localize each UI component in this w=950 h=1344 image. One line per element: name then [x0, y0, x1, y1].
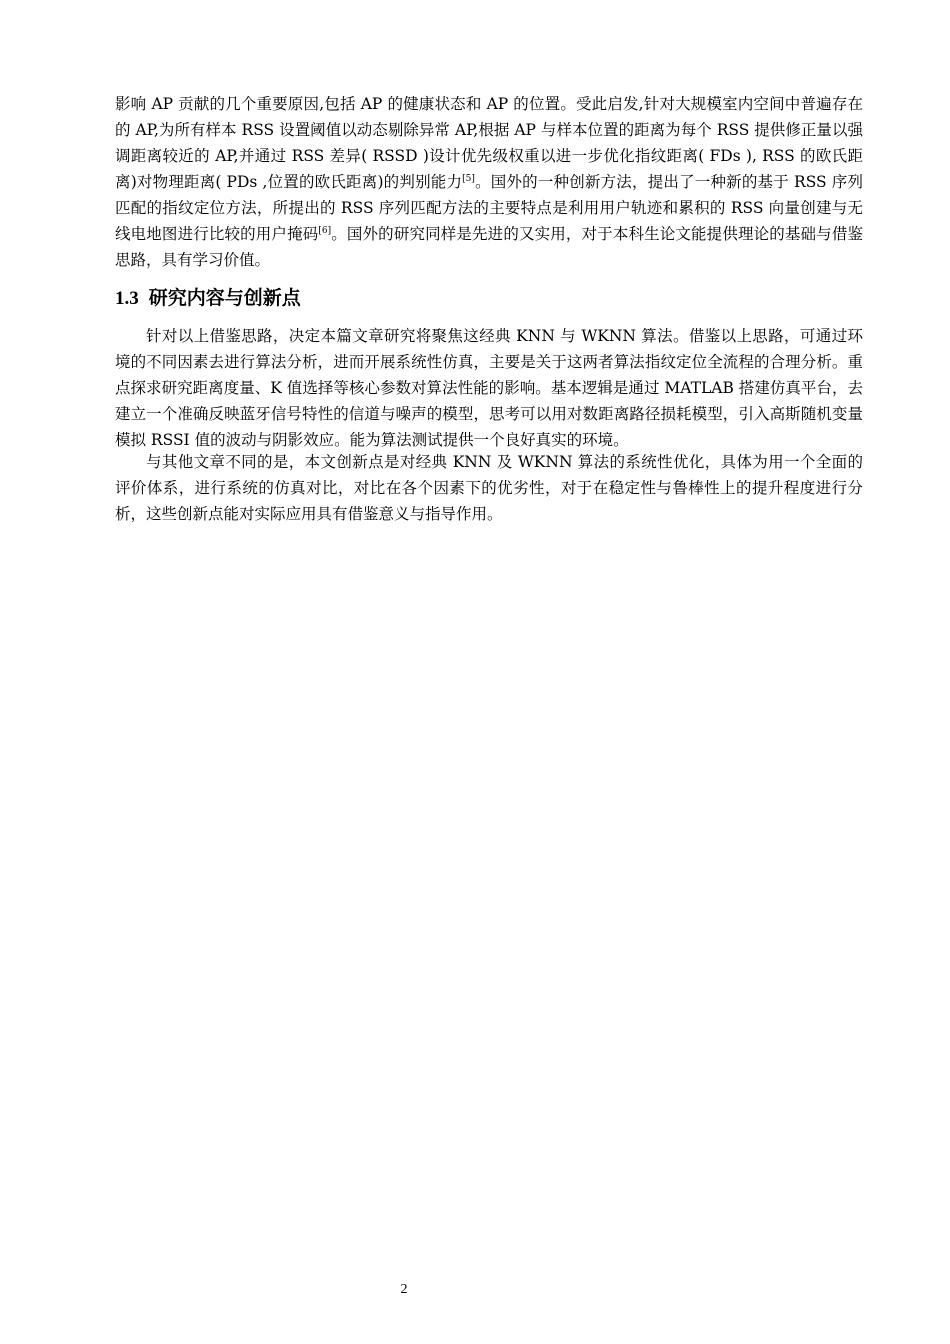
body-paragraph-3: 与其他文章不同的是，本文创新点是对经典 KNN 及 WKNN 算法的系统性优化，具体为用一个全面的评价体系，进行系统的仿真对比，对比在各个因素下的优劣性，对于在稳定性与鲁棒性上的提升程度进行分析，这些创新点能对实际应用具有借鉴意义与指导作用。 [115, 453, 863, 523]
body-paragraph-2: 针对以上借鉴思路，决定本篇文章研究将聚焦这经典 KNN 与 WKNN 算法。借鉴以上思路，可通过环境的不同因素去进行算法分析，进而开展系统性仿真，主要是关于这两者算法指纹定位全流程的合理分析。重点探求研究距离度量、K 值选择等核心参数对算法性能的影响。基本逻辑是通过 MATLAB 搭建仿真平台，去建立一个准确反映蓝牙信号特性的信道与噪声的模型，思考可以用对数距离路径损耗模型，引入高斯随机变量模拟 RSSI 值的波动与阴影效应。能为算法测试提供一个良好真实的环境。 [115, 327, 863, 449]
page-number: 2 [400, 1282, 408, 1297]
citation-6[interactable]: [6] [318, 225, 332, 236]
section-title: 研究内容与创新点 [148, 287, 301, 309]
section-number: 1.3 [115, 288, 139, 309]
citation-5[interactable]: [5] [462, 173, 475, 184]
paragraph-1-text-b: 。国外的一种创新方法，提出了一种新的基于 RSS 序列匹配的指纹定位方法，所提出的 RSS 序列匹配方法的主要特点是利用用户轨迹和累积的 RSS 向量创建与无线电地图进行比较的用户掩码 [115, 173, 863, 243]
paragraph-1-text-a: 影响 AP 贡献的几个重要原因,包括 AP 的健康状态和 AP 的位置。受此启发,针对大规模室内空间中普遍存在的 AP,为所有样本 RSS 设置阈值以动态剔除异常 AP,根据 AP 与样本位置的距离为每个 RSS 提供修正量以强调距离较近的 AP,并通过 RSS 差异( RSSD )设计优先级权重以进一步优化指纹距离( FDs ), RSS 的欧氏距离)对物理距离( PDs ,位置的欧氏距离)的判别能力 [115, 95, 863, 191]
paragraph-1-text-c: 。国外的研究同样是先进的又实用，对于本科生论文能提供理论的基础与借鉴思路，具有学习价值。 [115, 225, 863, 269]
body-paragraph-1 [115, 91, 863, 273]
section-heading [115, 284, 301, 313]
